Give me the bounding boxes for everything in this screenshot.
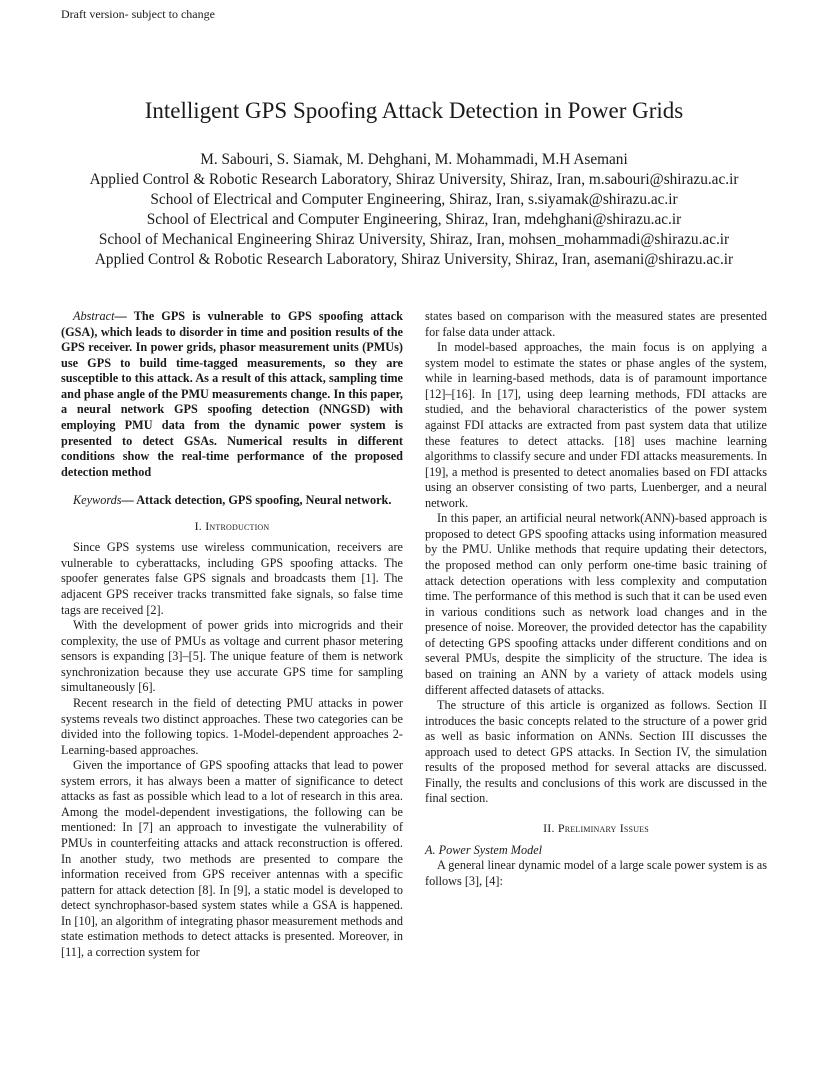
affiliation-5: Applied Control & Robotic Research Laboratory, Shiraz University, Shiraz, Iran, asemani@shirazu.ac.ir (94, 251, 734, 268)
intro-paragraph-7: The structure of this article is organized as follows. Section II introduces the basic concepts related to the structure of a power grid as well as basic information on ANNs. Section III discusses the approach used to detect GPS attacks. In Section IV, the simulation results of the proposed method for several attacks are discussed. Finally, the results and conclusions of this work are discussed in the final section. (425, 698, 767, 806)
section-heading-introduction (61, 519, 403, 535)
section-title: Introduction (205, 518, 270, 533)
intro-paragraph-3: Recent research in the field of detecting PMU attacks in power systems reveals two distinct approaches. These two categories can be divided into the following topics. 1-Model-dependent approaches 2- Learning-based approaches. (61, 695, 403, 757)
section-number: II. (543, 821, 555, 835)
intro-paragraph-2: With the development of power grids into microgrids and their complexity, the use of PMUs as voltage and current phasor metering sensors is expanding [3]–[5]. The unique feature of them is network synchronization because they use accurate GPS time for sampling simultaneously [6]. (61, 618, 403, 695)
abstract-label: Abstract (73, 309, 115, 323)
section-heading-preliminary (425, 821, 767, 837)
keywords-label: Keywords (73, 493, 122, 508)
intro-paragraph-4-continued: states based on comparison with the measured states are presented for false data under attack. (425, 309, 767, 339)
left-column (61, 309, 403, 961)
subsection-label: A. (425, 842, 436, 857)
section-number: I. (194, 518, 203, 533)
intro-paragraph-6: In this paper, an artificial neural network(ANN)-based approach is proposed to detect GPS spoofing attacks using information measured by the PMU. Unlike methods that require updating their detectors, the proposed method can only perform one-time basic training of attack detection operations with less complexity and computation time. The performance of this method is such that it can be used even in various conditions such as network load changes and in the presence of noise. Moreover, the provided detector has the capability of detecting GPS spoofing attacks under different conditions and on several PMUs, despite the simplicity of the structure. The idea is based on training an ANN by a variety of attack models using different affected datasets of attacks. (425, 511, 767, 697)
paper-title: Intelligent GPS Spoofing Attack Detection in Power Grids (144, 98, 684, 123)
section-title: Preliminary Issues (557, 821, 649, 835)
keywords: Keywords— Attack detection, GPS spoofing, Neural network. (73, 493, 392, 508)
author-block (0, 150, 828, 270)
intro-paragraph-1: Since GPS systems use wireless communication, receivers are vulnerable to cyberattacks, including GPS spoofing attacks. The spoofer generates false GPS signals and broadcasts them [1]. The adjacent GPS receiver tracks transmitted fake signals, so false time tags are received [2]. (61, 540, 403, 617)
affiliation-1: Applied Control & Robotic Research Laboratory, Shiraz University, Shiraz, Iran, m.sabouri@shirazu.ac.ir (89, 171, 739, 188)
keywords-text: Attack detection, GPS spoofing, Neural network. (136, 493, 392, 508)
intro-paragraph-5: In model-based approaches, the main focus is on applying a system model to estimate the states or phase angles of the system, while in learning-based methods, data is of paramount importance [12]–[16]. In [17], using deep learning methods, FDI attacks are studied, and the behavioral characteristics of the power system against FDI attacks are extracted from past system data that utilize these features to detect attacks. [18] uses machine learning algorithms to classify secure and under FDI attacks measurements. In [19], a method is presented to detect anomalies based on FDI attacks using an observer consisting of two parts, Luenberger, and a neural network. (425, 340, 767, 510)
affiliation-2: School of Electrical and Computer Engineering, Shiraz, Iran, s.siyamak@shirazu.ac.ir (150, 191, 678, 208)
abstract: Abstract— The GPS is vulnerable to GPS spoofing attack (GSA), which leads to disorder in time and position results of the GPS receiver. In power grids, phasor measurement units (PMUs) use GPS to build time-tagged measurements, so they are susceptible to this attack. As a result of this attack, sampling time and phase angle of the PMU measurements change. In this paper, a neural network GPS spoofing detection (NNGSD) with employing PMU data from the dynamic power system is presented to detect GSAs. Numerical results in different conditions show the real-time performance of the proposed detection method (61, 309, 403, 479)
intro-paragraph-4: Given the importance of GPS spoofing attacks that lead to power system errors, it has always been a matter of significance to detect attacks as fast as possible which lead to a lot of research in this area. Among the model-dependent investigations, the following can be mentioned: In [7] an approach to investigate the vulnerability of PMUs in counterfeiting attacks and attack reconstruction is offered. In another study, two methods are presented to compare the information received from GPS receiver antennas with a specific pattern for attack detection [8]. In [9], a static model is developed to detect synchrophasor-based system states while a GSA is happened. In [10], an algorithm of integrating phasor measurement methods and state estimation methods to detect attacks is presented. Moreover, in [11], a correction system for (61, 758, 403, 959)
author-names: M. Sabouri, S. Siamak, M. Dehghani, M. Mohammadi, M.H Asemani (200, 151, 628, 168)
affiliation-4: School of Mechanical Engineering Shiraz University, Shiraz, Iran, mohsen_mohammadi@shirazu.ac.ir (98, 231, 730, 248)
subsection-title: Power System Model (438, 842, 543, 857)
preliminary-paragraph-1: A general linear dynamic model of a large scale power system is as follows [3], [4]: (425, 858, 767, 888)
affiliation-3: School of Electrical and Computer Engineering, Shiraz, Iran, mdehghani@shirazu.ac.ir (146, 211, 682, 228)
abstract-text: The GPS is vulnerable to GPS spoofing attack (GSA), which leads to disorder in time and position results of the GPS receiver. In power grids, phasor measurement units (PMUs) use GPS to build time-tagged measurements, so they are susceptible to this attack. As a result of this attack, sampling time and phase angle of the PMU measurements change. In this paper, a neural network GPS spoofing detection (NNGSD) with employing PMU data from the dynamic power system is presented to detect GSAs. Numerical results in different conditions show the real-time performance of the proposed detection method (61, 309, 403, 479)
right-column (425, 309, 767, 889)
subsection-heading-power-system-model (425, 843, 767, 859)
draft-note: Draft version- subject to change (61, 7, 215, 21)
